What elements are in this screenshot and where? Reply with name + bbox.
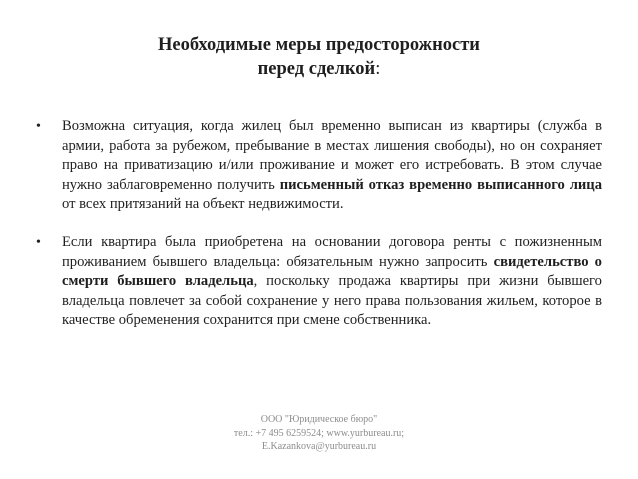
footer-contacts xyxy=(0,413,638,454)
bullet-text-before: Если квартира была приобретена на основании договора ренты с пожизненным проживанием бывшего владельца: обязательным нужно запросить xyxy=(62,233,602,270)
title-line-1: Необходимые меры предосторожности xyxy=(158,35,480,55)
bullet-text-after: , поскольку продажа квартиры при жизни бывшего владельца повлечет за собой сохранение у него права пользования жильем, которое в качестве обременения сохранится при смене собственника. xyxy=(62,273,602,329)
bullet-emphasis: свидетельство о смерти бывшего владельца xyxy=(62,253,602,290)
title-line-2-text: перед сделкой xyxy=(257,59,376,79)
bullet-text-before: Возможна ситуация, когда жилец был временно выписан из квартиры (служба в армии, работа за рубежом, пребывание в местах лишения свободы), но он сохраняет право на приватизацию и/или проживание и может его истребовать. В этом случае нужно заблаговременно получить xyxy=(62,118,602,193)
bullet-text-after: от всех притязаний на объект недвижимости. xyxy=(62,196,344,213)
footer-phone-website: тел.: +7 495 6259524; www.yurbureau.ru; xyxy=(233,427,405,439)
bullet-emphasis: письменный отказ временно выписанного лица xyxy=(279,176,602,193)
bullet-item-rent-contract xyxy=(36,233,602,331)
footer-company: ООО "Юридическое бюро" xyxy=(260,414,378,425)
bullet-marker: • xyxy=(36,234,41,250)
title-line-2 xyxy=(0,57,638,81)
bullet-marker: • xyxy=(36,119,41,134)
bullet-list xyxy=(36,117,602,331)
title-colon: : xyxy=(375,59,381,79)
footer-email: E.Kazankova@yurbureau.ru xyxy=(261,441,377,452)
slide-title xyxy=(0,33,638,81)
bullet-item-temporary-discharge xyxy=(36,117,602,215)
